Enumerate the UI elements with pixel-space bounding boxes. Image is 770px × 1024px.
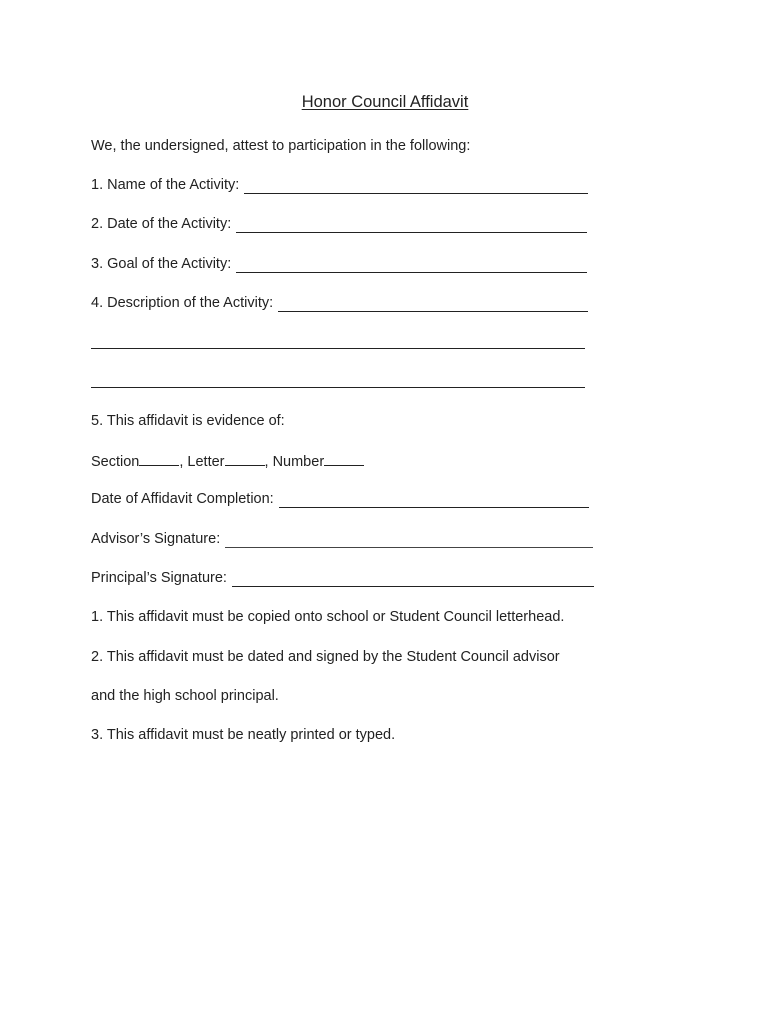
description-blank-line-2 (91, 387, 585, 388)
activity-description-blank (278, 297, 588, 312)
section-label: Section (91, 454, 140, 470)
activity-description-field (91, 294, 588, 312)
activity-goal-label: 3. Goal of the Activity: (91, 256, 232, 272)
instruction-item: 3. This affidavit must be neatly printed or typed. (91, 727, 396, 743)
completion-date-field (91, 490, 589, 508)
activity-name-label: 1. Name of the Activity: (91, 177, 240, 193)
advisor-signature-label: Advisor’s Signature: (91, 531, 221, 547)
advisor-signature-field (91, 530, 593, 548)
principal-signature-label: Principal’s Signature: (91, 570, 227, 586)
completion-date-label: Date of Affidavit Completion: (91, 491, 274, 507)
description-blank-line-1 (91, 348, 585, 349)
letter-label: , Letter (179, 454, 225, 470)
number-label: , Number (264, 454, 325, 470)
evidence-reference-row (91, 451, 364, 471)
number-blank (324, 451, 364, 466)
document-title: Honor Council Affidavit (301, 93, 469, 111)
evidence-label: 5. This affidavit is evidence of: (91, 413, 285, 429)
letter-blank (225, 451, 265, 466)
instruction-item: 2. This affidavit must be dated and signed by the Student Council advisor (91, 649, 560, 665)
activity-description-label: 4. Description of the Activity: (91, 295, 274, 311)
activity-date-field (91, 215, 587, 233)
instruction-item: 1. This affidavit must be copied onto school or Student Council letterhead. (91, 609, 565, 625)
activity-goal-field (91, 255, 587, 273)
activity-date-blank (236, 218, 587, 233)
advisor-signature-blank (225, 533, 593, 548)
activity-name-blank (244, 179, 588, 194)
activity-date-label: 2. Date of the Activity: (91, 216, 232, 232)
principal-signature-field (91, 569, 594, 587)
activity-goal-blank (236, 258, 587, 273)
principal-signature-blank (232, 572, 594, 587)
instruction-item-continued: and the high school principal. (91, 688, 279, 704)
intro-text: We, the undersigned, attest to participation in the following: (91, 138, 471, 154)
section-blank (139, 451, 179, 466)
activity-name-field (91, 176, 588, 194)
completion-date-blank (279, 493, 589, 508)
